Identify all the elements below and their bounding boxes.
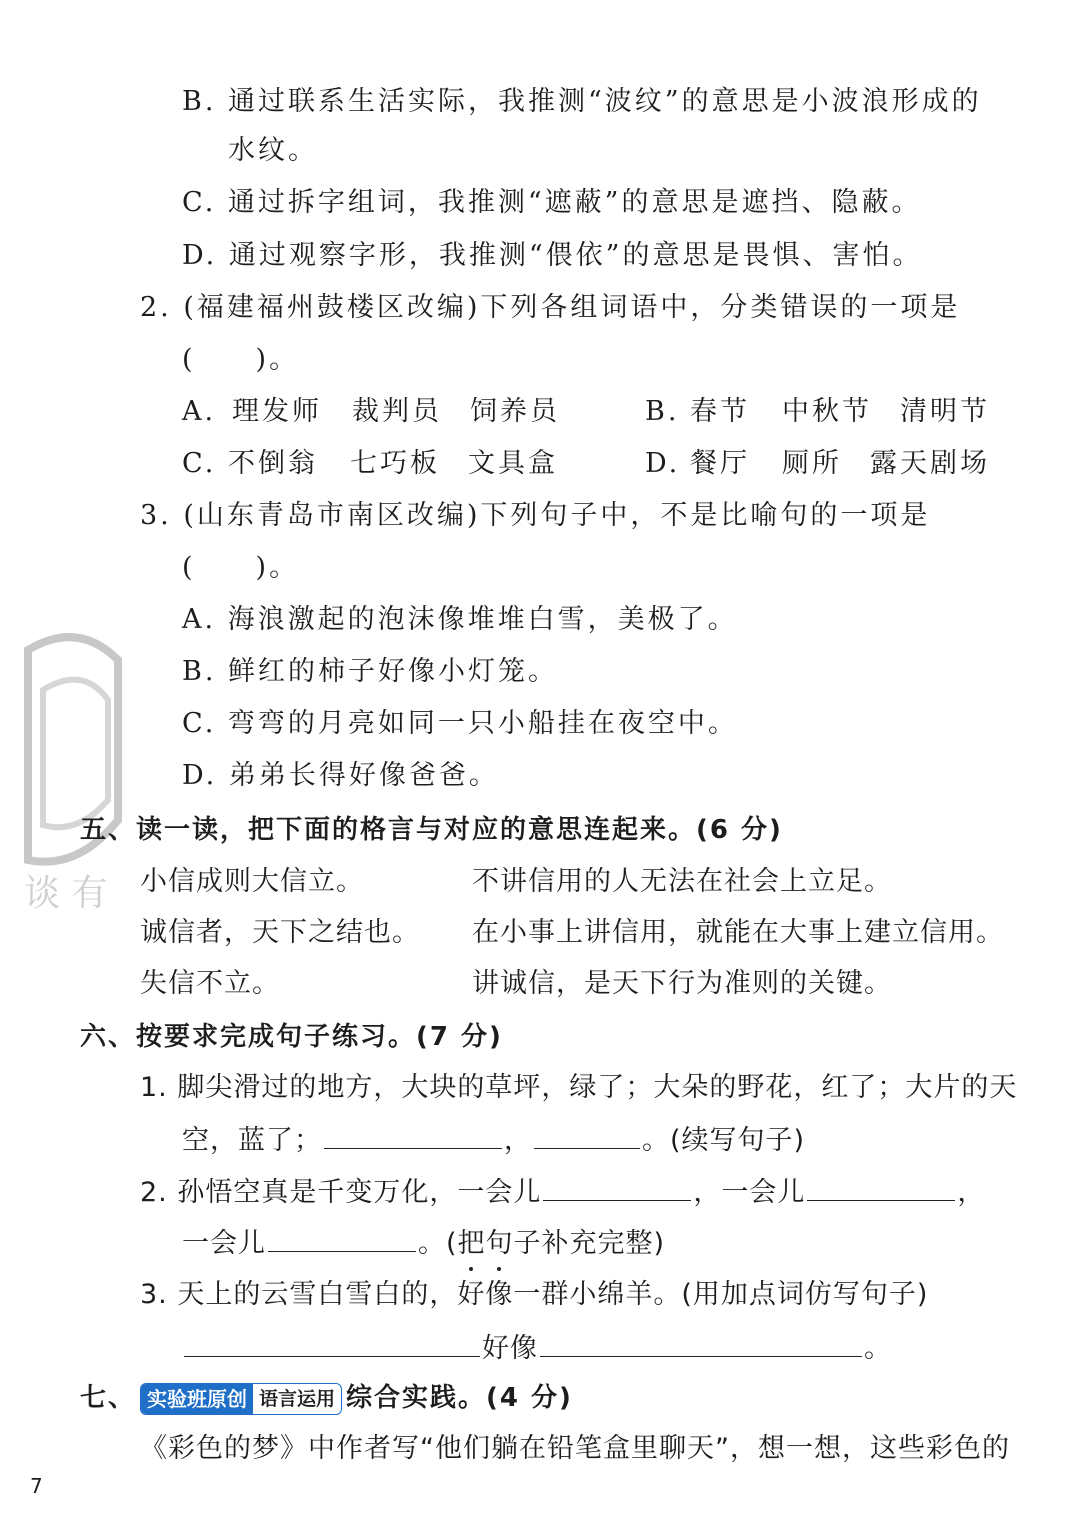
- q1-option-c: C. 通过拆字组词，我推测“遮蔽”的意思是遮挡、隐蔽。: [182, 187, 922, 218]
- section-7-prefix: 七、: [80, 1383, 137, 1413]
- q2-answer-paren: ( )。: [182, 344, 300, 375]
- q2-option-c-word: 不倒翁: [228, 448, 318, 479]
- page-number: 7: [30, 1474, 43, 1498]
- answer-blank[interactable]: [184, 1330, 480, 1357]
- q2-option-d: [645, 446, 990, 482]
- sec6-item3-mid: 好像: [482, 1333, 538, 1364]
- emphasis-dot-char: 像: [485, 1277, 513, 1313]
- q3-option-b: B. 鲜红的柿子好像小灯笼。: [182, 656, 559, 687]
- q2-option-c-word: 七巧板: [350, 448, 440, 479]
- sec6-item2-text-e: 。(把句子补充完整): [418, 1228, 666, 1259]
- section-7-title-text: 综合实践。(4 分): [346, 1383, 573, 1413]
- q2-option-b-word: 春节: [690, 396, 750, 427]
- q2-option-d-word: 厕所: [782, 448, 842, 479]
- sec6-item2-text-c: ，: [957, 1177, 986, 1208]
- section-7-title: [80, 1380, 573, 1416]
- sec6-item3-line2: [182, 1330, 892, 1367]
- q2-option-a-word: 裁判员: [352, 396, 442, 427]
- meaning-right: 不讲信用的人无法在社会上立足。: [472, 866, 892, 897]
- answer-blank[interactable]: [324, 1122, 502, 1149]
- q2-option-a-label: A.: [182, 396, 217, 427]
- q2-option-c-word: 文具盒: [468, 448, 558, 479]
- sec6-item1-text-c: 。(续写句子): [642, 1125, 806, 1156]
- sec6-item1-line1: 1. 脚尖滑过的地方，大块的草坪，绿了；大朵的野花，红了；大片的天: [140, 1072, 1018, 1103]
- sec6-item2-text-a: 2. 孙悟空真是千变万化，一会儿: [140, 1177, 542, 1208]
- answer-blank[interactable]: [534, 1122, 640, 1149]
- sec6-item2-text-b: ，一会儿: [693, 1177, 806, 1208]
- q3-answer-paren: ( )。: [182, 552, 300, 583]
- q3-option-d: D. 弟弟长得好像爸爸。: [182, 760, 499, 791]
- sec6-item3-text-a: 3. 天上的云雪白雪白的，: [140, 1279, 458, 1310]
- proverb-left: 失信不立。: [140, 968, 280, 999]
- q2-stem: 2. (福建福州鼓楼区改编)下列各组词语中，分类错误的一项是: [140, 292, 961, 323]
- q2-option-b: [645, 394, 990, 430]
- q2-option-c: [182, 446, 558, 482]
- q3-option-a: A. 海浪激起的泡沫像堆堆白雪，美极了。: [182, 604, 738, 635]
- sec6-item2-text-d: 一会儿: [182, 1228, 266, 1259]
- q1-option-b-line2: 水纹。: [228, 135, 318, 166]
- q2-option-d-word: 露天剧场: [870, 448, 990, 479]
- sec6-item1-text-a: 空，蓝了；: [182, 1125, 322, 1156]
- q2-option-c-label: C.: [182, 448, 217, 479]
- sec6-item1-text-b: ，: [504, 1125, 532, 1156]
- q3-option-c: C. 弯弯的月亮如同一只小船挂在夜空中。: [182, 708, 738, 739]
- sec6-item2-line2: [182, 1225, 665, 1262]
- section-7-body: 《彩色的梦》中作者写“他们躺在铅笔盒里聊天”，想一想，这些彩色的: [140, 1433, 1010, 1464]
- q2-option-b-label: B.: [645, 396, 680, 427]
- svg-text:谈 有: 谈 有: [24, 873, 108, 914]
- q2-option-a: [182, 394, 560, 430]
- answer-blank[interactable]: [807, 1174, 955, 1201]
- q2-option-a-word: 理发师: [232, 396, 322, 427]
- q1-option-b-line1: B. 通过联系生活实际，我推测“波纹”的意思是小波浪形成的: [182, 86, 982, 117]
- answer-blank[interactable]: [543, 1174, 691, 1201]
- sec6-item3-end: 。: [864, 1333, 892, 1364]
- answer-blank[interactable]: [268, 1225, 416, 1252]
- sec6-item2-line1: [140, 1174, 985, 1211]
- badge-label-language: 语言运用: [259, 1387, 336, 1410]
- original-badge: [140, 1383, 342, 1415]
- emphasis-dot-char: 好: [457, 1277, 485, 1313]
- q2-option-a-word: 饲养员: [470, 396, 560, 427]
- proverb-left: 诚信者，天下之结也。: [140, 917, 420, 948]
- section-6-title: 六、按要求完成句子练习。(7 分): [80, 1022, 503, 1052]
- sec6-item1-line2: [182, 1122, 805, 1159]
- q2-option-b-word: 中秋节: [782, 396, 872, 427]
- badge-label-original: 实验班原创: [141, 1384, 253, 1414]
- meaning-right: 在小事上讲信用，就能在大事上建立信用。: [472, 917, 1004, 948]
- q2-option-d-word: 餐厅: [690, 448, 750, 479]
- meaning-right: 讲诚信，是天下行为准则的关键。: [472, 968, 892, 999]
- q1-option-d: D. 通过观察字形，我推测“偎依”的意思是畏惧、害怕。: [182, 240, 923, 271]
- section-5-title: 五、读一读，把下面的格言与对应的意思连起来。(6 分): [80, 815, 783, 845]
- sec6-item3-line1: [140, 1277, 928, 1313]
- q2-option-b-word: 清明节: [900, 396, 990, 427]
- sec6-item3-text-b: 一群小绵羊。(用加点词仿写句子): [513, 1279, 929, 1310]
- proverb-left: 小信成则大信立。: [140, 866, 364, 897]
- watermark-seal: [18, 620, 128, 920]
- q3-stem: 3. (山东青岛市南区改编)下列句子中，不是比喻句的一项是: [140, 500, 931, 531]
- answer-blank[interactable]: [540, 1330, 862, 1357]
- q2-option-d-label: D.: [645, 448, 681, 479]
